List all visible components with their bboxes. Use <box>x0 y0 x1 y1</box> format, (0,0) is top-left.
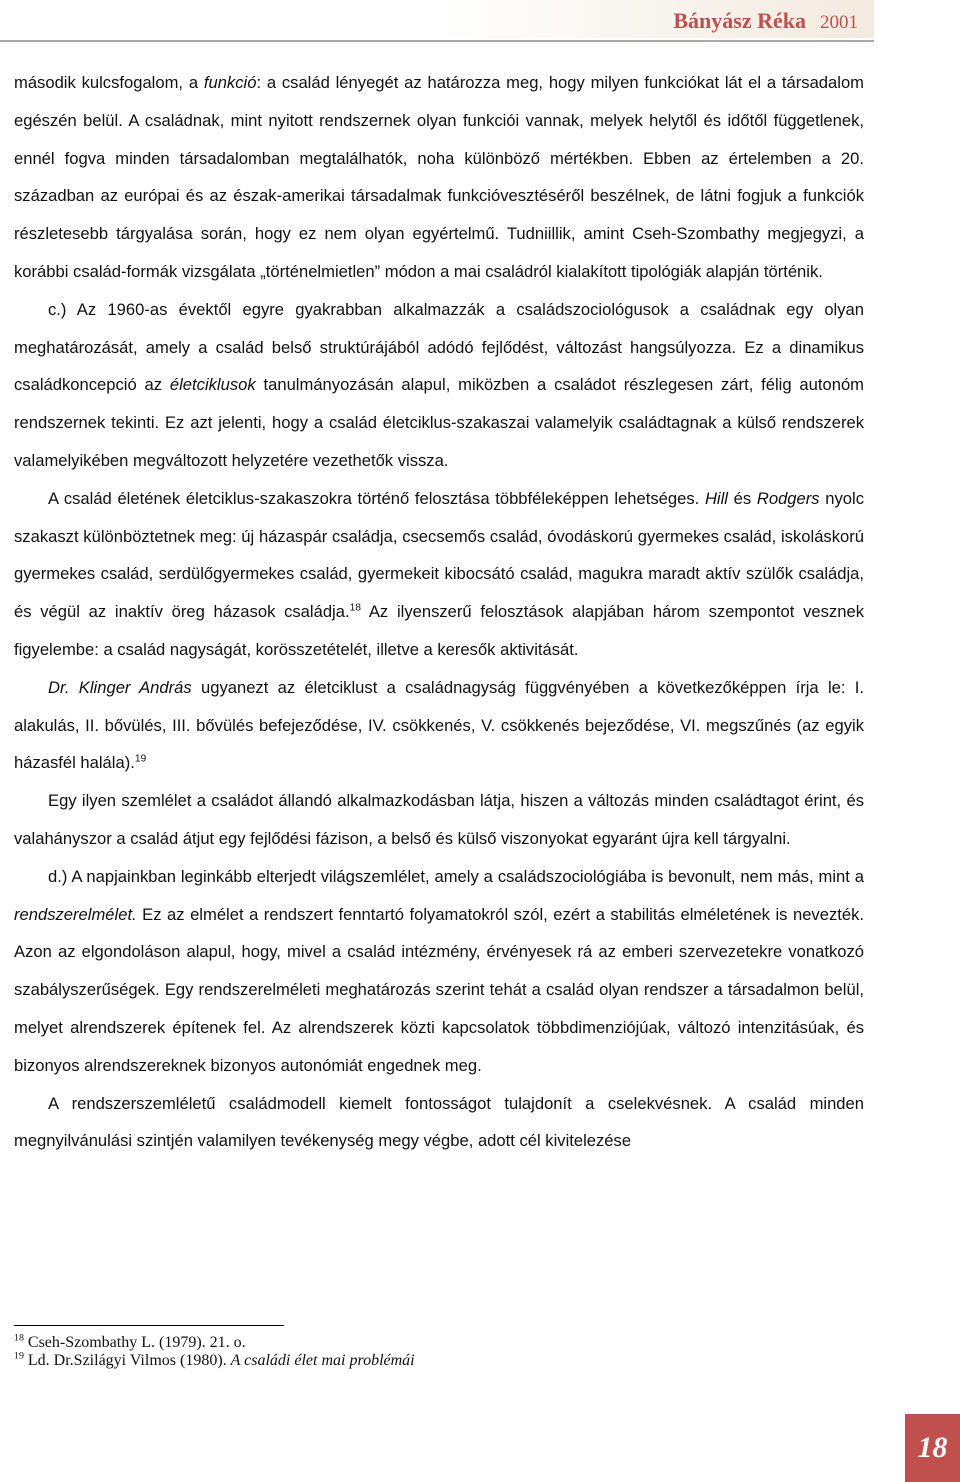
text-run: és <box>727 488 757 508</box>
page-number-box <box>905 1414 960 1482</box>
italic-run: rendszerelmélet. <box>14 904 137 924</box>
paragraph <box>14 858 864 1085</box>
italic-run: Rodgers <box>756 488 820 508</box>
footnotes <box>14 1334 864 1370</box>
header-author: Bányász Réka <box>673 8 806 33</box>
text-run: A család életének életciklus-szakaszokra történő felosztása többféleképpen lehetséges. <box>48 488 705 508</box>
text-run: tanulmányozásán alapul, miközben a családot részlegesen zárt, félig autonóm rendszernek tekinti. Ez azt jelenti, hogy a család életciklus-szakaszai valamelyik családtagnak a külső rendszerek valamelyikében megváltozott helyzetére vezethetők vissza. <box>14 375 864 470</box>
italic-run: életciklusok <box>169 375 256 395</box>
text-run: Egy ilyen szemlélet a családot állandó alkalmazkodásban látja, hiszen a változás minden családtagot érint, és valahányszor a család átjut egy fejlődési fázison, a belső és külső viszonyokat egyaránt újra kell tárgyalni. <box>14 791 864 848</box>
paragraph <box>14 291 864 480</box>
italic-run: funkció <box>203 73 257 92</box>
footnote-title: A családi élet mai problémái <box>230 1352 415 1369</box>
paragraph <box>14 1085 864 1161</box>
footnote <box>14 1352 864 1370</box>
page-header <box>0 0 874 42</box>
text-run: d.) A napjainkban leginkább elterjedt világszemlélet, amely a családszociológiába is bevonult, nem más, mint a <box>48 866 864 886</box>
text-run: Ez az elmélet a rendszert fenntartó folyamatokról szól, ezért a stabilitás elméletének is nevezték. Azon az elgondoláson alapul, hogy, mivel a család intézmény, érvényesek rá az emberi szervezetekre vonatkozó szabályszerűségek. Egy rendszerelméleti meghatározás szerint tehát a család olyan rendszer a társadalmon belül, melyet alrendszerek építenek fel. Az alrendszerek közti kapcsolatok többdimenziójúak, változó intenzitásúak, és bizonyos alrendszereknek bizonyos autonómiát engednek meg. <box>14 904 864 1075</box>
paragraph <box>14 669 864 782</box>
header-year: 2001 <box>820 12 858 33</box>
paragraph <box>14 64 864 291</box>
text-run: : a család lényegét az határozza meg, hogy milyen funkciókat lát el a társadalom egészén belül. A családnak, mint nyitott rendszernek olyan funkciói vannak, melyek helytől és időtől függetlenek, ennél fogva minden társadalomban megtalálhatók, noha különböző mértékben. Ebben az értelemben a 20. században az európai és az észak-amerikai társadalmak funkcióvesztéséről beszélnek, de látni fogjuk a funkciók részletesebb tárgyalása során, hogy ez nem olyan egyértelmű. Tudniillik, amint Cseh-Szombathy megjegyzi, a korábbi család-formák vizsgálata „történelmietlen” módon a mai családról kialakított tipológiák alapján történik. <box>14 73 864 281</box>
footnote-text: Ld. Dr.Szilágyi Vilmos (1980). <box>27 1352 231 1369</box>
footnote-separator <box>14 1325 284 1326</box>
text-run: Az ilyenszerű felosztások alapjában három szempontot vesznek figyelembe: a család nagyságát, korösszetételét, illetve a keresők aktivitását. <box>14 602 864 659</box>
footnote-ref: 18 <box>349 602 362 614</box>
footnote-number: 19 <box>14 1350 24 1362</box>
italic-run: Dr. Klinger András <box>48 677 192 697</box>
paragraph <box>14 480 864 669</box>
page-number: 18 <box>917 1431 948 1464</box>
text-run: nyolc szakaszt különböztetnek meg: új házaspár családja, csecsemős család, óvodáskorú gyermekes család, iskoláskorú gyermekes család, serdülőgyermekes család, gyermekeit kibocsátó család, magukra maradt aktív szülők családja, és végül az inaktív öreg házasok családja. <box>14 488 865 622</box>
paragraph <box>14 782 864 858</box>
text-run: második kulcsfogalom, a <box>14 73 204 92</box>
text-run: c.) Az 1960-as évektől egyre gyakrabban alkalmazzák a családszociológusok a családnak egy olyan meghatározását, amely a család belső struktúrájából adódó fejlődést, változást hangsúlyozza. Ez a dinamikus családkoncepció az <box>14 299 864 395</box>
footnote <box>14 1334 864 1352</box>
header-title <box>673 8 858 34</box>
footnote-text: Cseh-Szombathy L. (1979). 21. o. <box>27 1334 246 1351</box>
header-rule <box>0 40 874 42</box>
footnote-number: 18 <box>14 1332 24 1344</box>
text-run: A rendszerszemléletű családmodell kiemelt fontosságot tulajdonít a cselekvésnek. A család minden megnyilvánulási szintjén valamilyen tevékenység megy végbe, adott cél kivitelezése <box>14 1093 864 1151</box>
footnote-ref: 19 <box>134 753 147 765</box>
body-text <box>14 64 864 1160</box>
italic-run: Hill <box>704 488 728 508</box>
text-run: ugyanezt az életciklust a családnagyság függvényében a következőképpen írja le: I. alakulás, II. bővülés, III. bővülés befejeződése, IV. csökkenés, V. csökkenés bejeződése, VI. megszűnés (az egyik házasfél halála). <box>14 677 864 773</box>
